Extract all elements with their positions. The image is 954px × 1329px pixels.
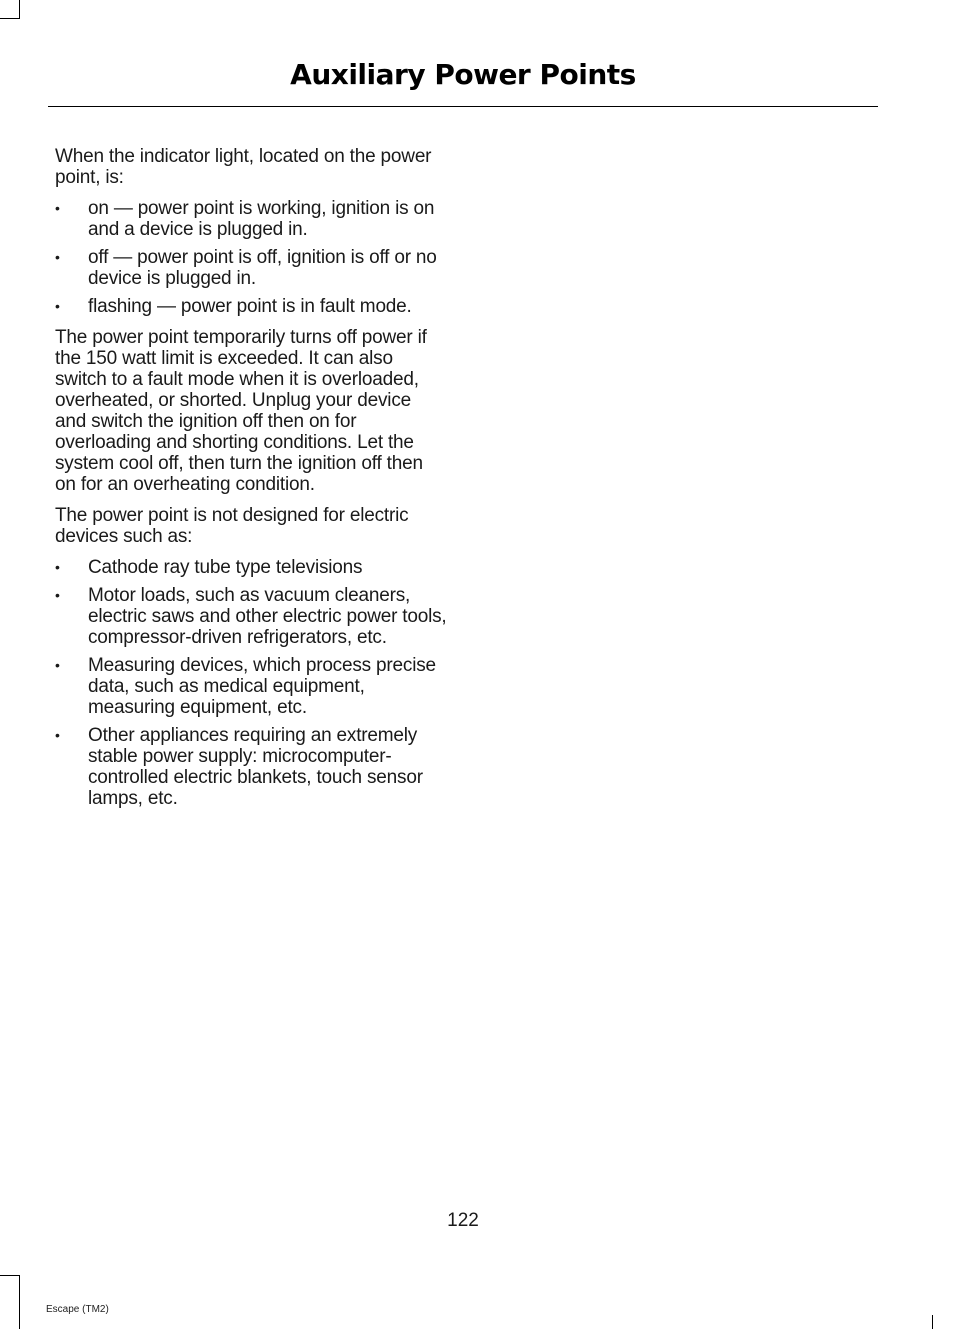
model-label: Escape (TM2) [46,1304,109,1315]
bullet-icon: • [55,200,60,216]
list-item [55,247,447,289]
crop-mark-top-left-vertical [19,0,20,18]
list-item-text: flashing — power point is in fault mode. [88,296,412,317]
crop-mark-bottom-right-vertical [932,1315,933,1329]
crop-mark-bottom-left-vertical [19,1275,20,1329]
list-item [55,296,447,317]
indicator-states-list [55,198,447,317]
page-title: Auxiliary Power Points [290,58,636,91]
list-item-text: Cathode ray tube type televisions [88,557,363,578]
list-item-text: off — power point is off, ignition is off or no device is plugged in. [88,247,437,289]
list-item [55,655,447,718]
title-divider [48,106,878,107]
list-item [55,557,447,578]
list-item-text: Other appliances requiring an extremely stable power supply: microcomputer-controlled electric blankets, touch sensor lamps, etc. [88,725,423,809]
list-item [55,198,447,240]
list-item [55,725,447,809]
list-item-text: Motor loads, such as vacuum cleaners, electric saws and other electric power tools, compressor-driven refrigerators, etc. [88,585,447,648]
bullet-icon: • [55,249,60,265]
fault-mode-paragraph: The power point temporarily turns off power if the 150 watt limit is exceeded. It can also switch to a fault mode when it is overloaded, overheated, or shorted. Unplug your device and switch the ignition off then on for overloading and shorting conditions. Let the system cool off, then turn the ignition off then on for an overheating condition. [55,327,427,495]
not-designed-intro: The power point is not designed for electric devices such as: [55,505,409,547]
page-number: 122 [447,1210,479,1231]
crop-mark-top-left-horizontal [0,18,20,19]
devices-list [55,557,447,809]
bullet-icon: • [55,298,60,314]
bullet-icon: • [55,657,60,673]
main-content [55,146,447,819]
list-item-text: Measuring devices, which process precise data, such as medical equipment, measuring equipment, etc. [88,655,436,718]
list-item [55,585,447,648]
crop-mark-bottom-left-horizontal [0,1275,20,1276]
list-item-text: on — power point is working, ignition is on and a device is plugged in. [88,198,435,240]
indicator-intro: When the indicator light, located on the power point, is: [55,146,432,188]
bullet-icon: • [55,587,60,603]
bullet-icon: • [55,727,60,743]
bullet-icon: • [55,559,60,575]
